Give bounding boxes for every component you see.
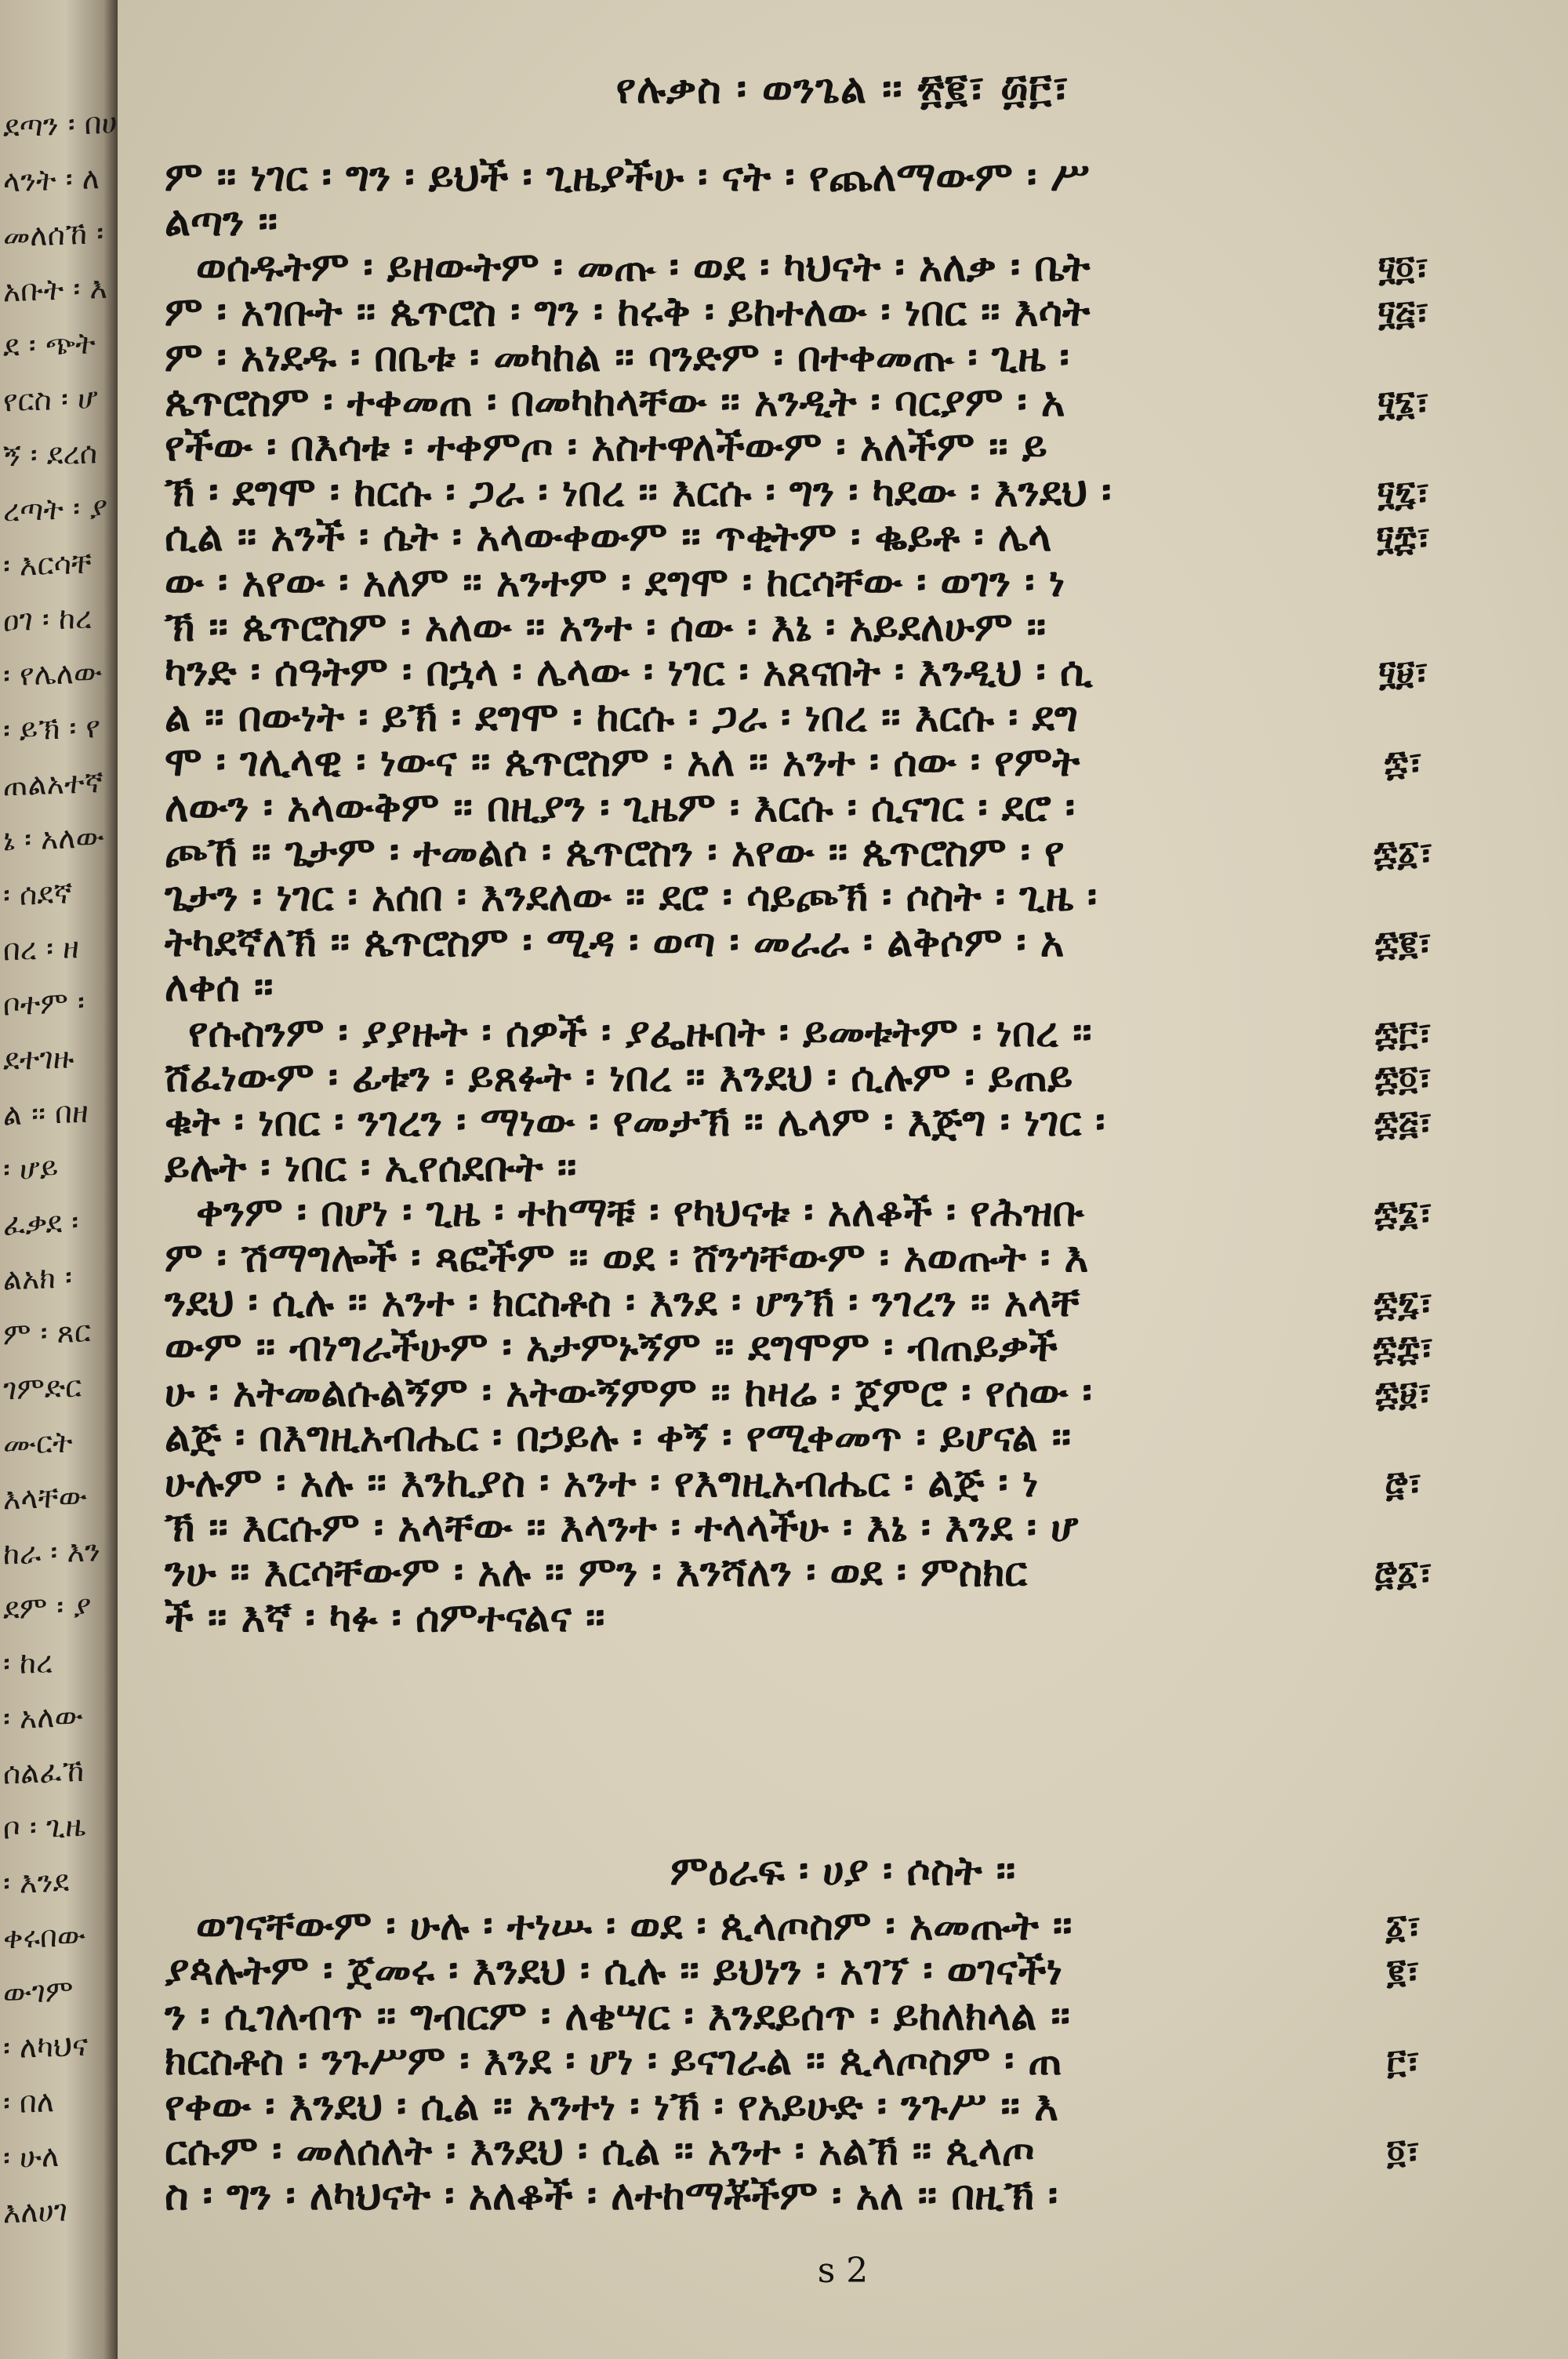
book-page: [118, 0, 1568, 2359]
text-line: ም ፡ አነደዱ ፡ በቤቱ ፡ መካከል ፡፡ ባንድም ፡ በተቀመጡ ፡ ጊዜ ፡: [165, 333, 1069, 381]
chapter-text-line: ያጳሉትም ፡ ጀመሩ ፡ እንደህ ፡ ሲሉ ፡፡ ይህነን ፡ አገኘ ፡ ወገናችነ: [165, 1947, 1063, 1995]
chapter-text-line: የቀው ፡ እንደህ ፡ ሲል ፡፡ አንተነ ፡ ነኽ ፡ የአይሁድ ፡ ንጉሥ ፡፡ እ: [165, 2082, 1058, 2130]
verse-number: ፶፰፣: [1376, 518, 1431, 559]
text-line: ሁሉም ፡ አሉ ፡፡ እንኪያስ ፡ አንተ ፡ የእግዚአብሔር ፡ ልጅ ፡ ነ: [165, 1459, 1039, 1507]
text-line: ቁት ፡ ነበር ፡ ንገረን ፡ ማነው ፡ የመታኽ ፡፡ ሌላም ፡ እጅግ ፡ ነገር ፡: [165, 1099, 1105, 1147]
facing-page-fragment: ኝ ፡ ደረሰ: [3, 435, 98, 474]
text-line: ል ፡፡ በውነት ፡ ይኽ ፡ ደግሞ ፡ ከርሱ ፡ ጋራ ፡ ነበረ ፡፡ እርሱ ፡ ደግ: [165, 693, 1078, 741]
text-line: ኽ ፡፡ ጴጥሮስም ፡ አለው ፡፡ አንተ ፡ ሰው ፡ እኔ ፡ አይደለሁም ፡፡: [165, 604, 1047, 651]
text-line: ጴጥሮስም ፡ ተቀመጠ ፡ በመካከላቸው ፡፡ አንዲት ፡ ባርያም ፡ አ: [165, 379, 1065, 426]
verse-number: ፶፯፣: [1377, 473, 1430, 514]
text-line: ሲል ፡፡ አንች ፡ ሴት ፡ አላውቀውም ፡፡ ጥቂትም ፡ ቈይቶ ፡ ሌላ: [165, 514, 1052, 562]
verse-number: ፫፣: [1386, 2042, 1421, 2083]
verse-number: ፶፭፣: [1377, 293, 1429, 334]
facing-page-fragment: ኔ ፡ አለው: [3, 819, 105, 858]
text-line: ጮኸ ፡፡ ጌታም ፡ ተመልሶ ፡ ጴጥሮስን ፡ አየው ፡፡ ጴጥሮስም ፡ የ: [165, 829, 1065, 876]
text-line: ወሰዱትም ፡ ይዘውትም ፡ መጡ ፡ ወደ ፡ ካህናት ፡ አለቃ ፡ ቤት: [196, 243, 1091, 291]
facing-page-edge: [0, 0, 118, 2359]
facing-page-fragment: ደተገዙ: [3, 1040, 74, 1078]
facing-page-fragment: ፡ ሆይ: [3, 1150, 59, 1187]
verse-number: ፬፣: [1386, 2132, 1421, 2172]
text-line: ንደህ ፡ ሲሉ ፡፡ አንተ ፡ ክርስቶስ ፡ እንደ ፡ ሆንኽ ፡ ንገረን ፡፡ አላቸ: [165, 1279, 1080, 1326]
facing-page-fragment: ፡ በለ: [3, 2084, 55, 2121]
text-line: ይሉት ፡ ነበር ፡ ኢየሰደቡት ፡፡: [165, 1143, 577, 1191]
verse-number: ፷፫፣: [1374, 1013, 1432, 1054]
text-line: ሸፈነውም ፡ ፊቱን ፡ ይጸፉት ፡ ነበረ ፡፡ እንደህ ፡ ሲሉም ፡ ይጠይ: [165, 1054, 1073, 1101]
page-signature: s 2: [817, 2251, 869, 2291]
text-line: ንሁ ፡፡ እርሳቸውም ፡ አሉ ፡፡ ምን ፡ እንሻለን ፡ ወደ ፡ ምስክር: [165, 1549, 1028, 1597]
facing-page-fragment: ፡ የሌለው: [3, 655, 103, 693]
facing-page-fragment: ላንት ፡ ለ: [3, 161, 100, 199]
facing-page-fragment: በረ ፡ ዘ: [3, 930, 79, 968]
facing-page-fragment: ገምድር: [3, 1369, 82, 1407]
chapter-text-line: ክርስቶስ ፡ ንጉሥም ፡ እንደ ፡ ሆነ ፡ ይናገራል ፡፡ ጲላጦስም ፡ ጠ: [165, 2037, 1062, 2085]
facing-page-fragment: ጠልአተኛ: [3, 764, 103, 803]
chapter-text-line: ን ፡ ሲገለብጥ ፡፡ ግብርም ፡ ለቄሣር ፡ እንደይሰጥ ፡ ይከለክላል ፡፡: [165, 1992, 1070, 2040]
text-line: ም ፡ አገቡት ፡፡ ጴጥሮስ ፡ ግን ፡ ከሩቅ ፡ ይከተለው ፡ ነበር ፡፡ እሳት: [165, 289, 1091, 336]
text-line: ካንድ ፡ ሰዓትም ፡ በኋላ ፡ ሌላው ፡ ነገር ፡ አጸናበት ፡ እንዲህ ፡ ሲ: [165, 649, 1093, 696]
facing-page-fragment: ፡ ከረ: [3, 1645, 53, 1681]
text-line: ኽ ፡፡ እርሱም ፡ አላቸው ፡፡ እላንተ ፡ ተላላችሁ ፡ እኔ ፡ እንደ ፡ ሆ: [165, 1504, 1079, 1551]
verse-number: ፸፣: [1385, 1463, 1422, 1504]
text-line: ልጣን ፡፡: [165, 198, 278, 246]
text-line: ው ፡ አየው ፡ አለም ፡፡ አንተም ፡ ደግሞ ፡ ከርሳቸው ፡ ወገን ፡ ነ: [165, 558, 1065, 606]
facing-page-fragment: ከራ ፡ እን: [3, 1533, 100, 1572]
facing-page-fragment: ደም ፡ ያ: [3, 1588, 92, 1627]
text-line: ም ፡፡ ነገር ፡ ግን ፡ ይህች ፡ ጊዜያችሁ ፡ ናት ፡ የጨለማውም ፡ ሥ: [165, 154, 1090, 201]
facing-page-fragment: ደ ፡ ጭት: [3, 325, 96, 364]
verse-number: ፶፮፣: [1377, 383, 1430, 423]
facing-page-fragment: ረጣት ፡ ያ: [3, 489, 108, 529]
facing-page-fragment: ቀሩበው: [3, 1917, 86, 1956]
facing-page-fragment: ፡ ይኽ ፡ የ: [3, 710, 100, 748]
verse-number: ፷፰፣: [1373, 1329, 1434, 1369]
facing-page-fragment: ደጣን ፡ በሀ: [3, 105, 118, 144]
verse-number: ፷፱፣: [1374, 1373, 1432, 1414]
text-line: ቀንም ፡ በሆነ ፡ ጊዜ ፡ ተከማቹ ፡ የካህናቱ ፡ አለቆች ፡ የሕዝቡ: [196, 1189, 1084, 1237]
verse-number: ፷፪፣: [1374, 923, 1432, 964]
facing-page-fragment: መለሰኸ ፡: [3, 215, 104, 254]
facing-page-fragment: ል ፡፡ በዘ: [3, 1094, 89, 1132]
facing-page-fragment: እለሀገ: [3, 2193, 68, 2230]
text-line: የችው ፡ በእሳቱ ፡ ተቀምጦ ፡ አስተዋለችውም ፡ አለችም ፡፡ ይ: [165, 423, 1047, 471]
text-line: ሁ ፡ አትመልሱልኝም ፡ አትውኝምም ፡፡ ከዛሬ ፡ ጀምሮ ፡ የሰው ፡: [165, 1369, 1092, 1416]
chapter-text-line: ወገናቸውም ፡ ሁሉ ፡ ተነሡ ፡ ወደ ፡ ጲላጦስም ፡ አመጡት ፡፡: [196, 1903, 1073, 1950]
facing-page-fragment: ፈቃደ ፡: [3, 1205, 79, 1242]
facing-page-fragment: ፡ አለው: [3, 1698, 84, 1736]
facing-page-fragment: ቦ ፡ ጊዜ: [3, 1808, 86, 1846]
facing-page-fragment: ሰልፈኸ: [3, 1753, 85, 1791]
facing-page-fragment: ፡ ለካህና: [3, 2027, 89, 2066]
verse-number: ፷፭፣: [1374, 1103, 1432, 1144]
text-line: ም ፡ ሽማግሎች ፡ ጻፎችም ፡፡ ወደ ፡ ሸንጎቸውም ፡ አወጡት ፡ እ: [165, 1234, 1089, 1281]
verse-number: ፷፬፣: [1374, 1059, 1432, 1099]
facing-page-fragment: እላቸው: [3, 1478, 88, 1517]
verse-number: ፶፬፣: [1377, 248, 1429, 289]
verse-number: ፷፮፣: [1374, 1194, 1433, 1234]
chapter-heading: ምዕራፍ ፡ ሀያ ፡ ሶስት ፡፡: [670, 1848, 1016, 1895]
facing-page-fragment: ቦተም ፡: [3, 984, 85, 1023]
facing-page-fragment: ፡ እርሳቸ: [3, 545, 93, 583]
text-line: ሞ ፡ ገሊላዊ ፡ ነውና ፡፡ ጴጥሮስም ፡ አለ ፡፡ አንተ ፡ ሰው ፡ የምት: [165, 739, 1080, 787]
verse-number: ፷፩፣: [1374, 834, 1433, 874]
facing-page-fragment: ሙርት: [3, 1424, 73, 1462]
verse-number: ፷፣: [1384, 743, 1423, 784]
verse-number: ፩፣: [1385, 1907, 1421, 1947]
facing-page-fragment: ዐገ ፡ ከረ: [3, 600, 93, 638]
chapter-text-line: ርሱም ፡ መለሰለት ፡ እንደህ ፡ ሲል ፡፡ አንተ ፡ አልኽ ፡፡ ጲላጦ: [165, 2128, 1035, 2175]
text-line: ለውን ፡ አላውቅም ፡፡ በዚያን ፡ ጊዜም ፡ እርሱ ፡ ሲናገር ፡ ደሮ ፡: [165, 783, 1075, 831]
verse-number: ፸፩፣: [1374, 1554, 1433, 1594]
text-line: ለቀሰ ፡፡: [165, 964, 274, 1012]
facing-page-fragment: ልአክ ፡: [3, 1259, 72, 1297]
chapter-text-line: ስ ፡ ግን ፡ ለካህናት ፡ አለቆች ፡ ለተከማቾችም ፡ አለ ፡፡ በዚኽ ፡: [165, 2172, 1058, 2220]
text-line: ች ፡፡ እኛ ፡ ካፉ ፡ ሰምተናልና ፡፡: [165, 1594, 605, 1641]
facing-page-fragment: ፡ ሁለ: [3, 2138, 60, 2175]
text-line: የሱስንም ፡ ያያዙት ፡ ሰዎች ፡ ያፌዙበት ፡ ይመቱትም ፡ ነበረ ፡፡: [188, 1009, 1092, 1056]
facing-page-fragment: ፡ እንደ: [3, 1863, 70, 1901]
facing-page-fragment: ም ፡ ጸር: [3, 1314, 91, 1352]
facing-page-fragment: ውገም: [3, 1973, 74, 2011]
text-line: ኽ ፡ ደግሞ ፡ ከርሱ ፡ ጋራ ፡ ነበረ ፡፡ እርሱ ፡ ግን ፡ ካደው ፡ እንደህ ፡: [165, 468, 1112, 516]
text-line: ልጅ ፡ በእግዚአብሔር ፡ በኃይሉ ፡ ቀኝ ፡ የሚቀመጥ ፡ ይሆናል ፡፡: [165, 1414, 1072, 1462]
facing-page-fragment: ፡ ሰደኛ: [3, 875, 73, 913]
text-line: ጌታን ፡ ነገር ፡ አሰበ ፡ እንደለው ፡፡ ደሮ ፡ ሳይጮኽ ፡ ሶስት ፡ ጊዜ ፡: [165, 874, 1098, 921]
text-line: ውም ፡፡ ብነግራችሁም ፡ አታምኑኝም ፡፡ ደግሞም ፡ ብጠይቃች: [165, 1324, 1058, 1372]
facing-page-fragment: የርስ ፡ ሆ: [3, 380, 98, 419]
verse-number: ፷፯፣: [1374, 1284, 1433, 1324]
verse-number: ፪፣: [1386, 1952, 1421, 1993]
facing-page-fragment: አቡት ፡ እ: [3, 270, 107, 309]
text-line: ትካደኛለኽ ፡፡ ጴጥሮስም ፡ ሚዳ ፡ ወጣ ፡ መራራ ፡ ልቅሶም ፡ አ: [165, 918, 1065, 966]
running-head: የሉቃስ ፡ ወንጌል ፡፡ ፳፪፣ ፴፫፣: [615, 66, 1070, 113]
verse-number: ፶፱፣: [1377, 653, 1429, 694]
